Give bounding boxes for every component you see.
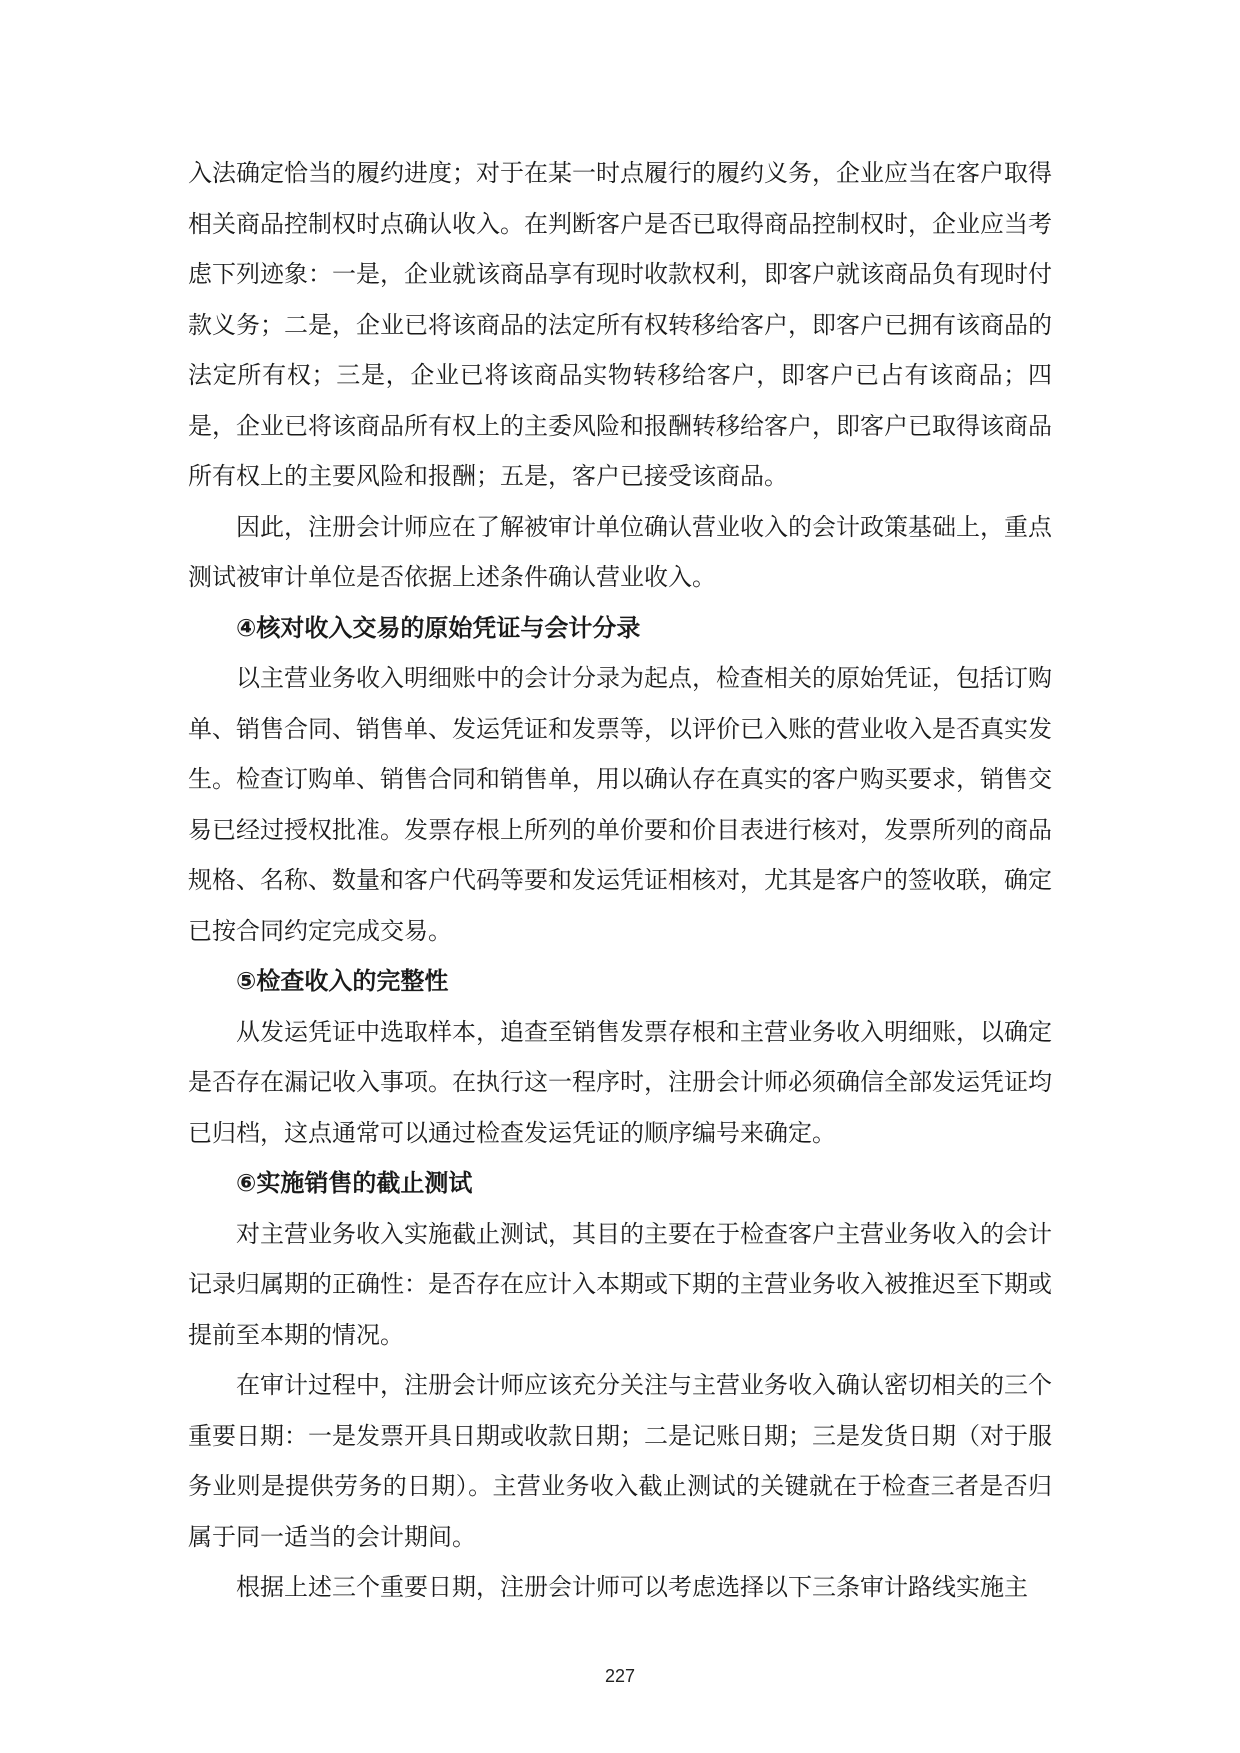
paragraph-performance-obligation: 入法确定恰当的履约进度；对于在某一时点履行的履约义务，企业应当在客户取得相关商品控制权时点确认收入。在判断客户是否已取得商品控制权时，企业应当考虑下列迹象：一是，企业就该商品享有现时收款权利，即客户就该商品负有现时付款义务；二是，企业已将该商品的法定所有权转移给客户，即客户已拥有该商品的法定所有权；三是，企业已将该商品实物转移给客户，即客户已占有该商品；四是，企业已将该商品所有权上的主委风险和报酬转移给客户，即客户已取得该商品所有权上的主要风险和报酬；五是，客户已接受该商品。: [188, 159, 1052, 490]
paragraph-voucher-check: 以主营业务收入明细账中的会计分录为起点，检查相关的原始凭证，包括订购单、销售合同、销售单、发运凭证和发票等，以评价已入账的营业收入是否真实发生。检查订购单、销售合同和销售单，用以确认存在真实的客户购买要求，销售交易已经过授权批准。发票存根上所列的单价要和价目表进行核对，发票所列的商品规格、名称、数量和客户代码等要和发运凭证相核对，尤其是客户的签收联，确定已按合同约定完成交易。: [188, 664, 1052, 945]
section-heading-5: ⑤检查收入的完整性: [236, 967, 449, 995]
paragraph-audit-routes: 根据上述三个重要日期，注册会计师可以考虑选择以下三条审计路线实施主: [236, 1573, 1028, 1601]
paragraph-test-conditions: 因此，注册会计师应在了解被审计单位确认营业收入的会计政策基础上，重点测试被审计单位是否依据上述条件确认营业收入。: [188, 512, 1052, 591]
section-heading-4: ④核对收入交易的原始凭证与会计分录: [236, 613, 641, 642]
paragraph-three-dates: 在审计过程中，注册会计师应该充分关注与主营业务收入确认密切相关的三个重要日期：一是发票开具日期或收款日期；二是记账日期；三是发货日期（对于服务业则是提供劳务的日期）。主营业务收入截止测试的关键就在于检查三者是否归属于同一适当的会计期间。: [188, 1371, 1052, 1551]
page-number: 227: [604, 1666, 636, 1686]
paragraph-completeness: 从发运凭证中选取样本，追查至销售发票存根和主营业务收入明细账，以确定是否存在漏记收入事项。在执行这一程序时，注册会计师必须确信全部发运凭证均已归档，这点通常可以通过检查发运凭证的顺序编号来确定。: [188, 1017, 1052, 1147]
paragraph-cutoff-purpose: 对主营业务收入实施截止测试，其目的主要在于检查客户主营业务收入的会计记录归属期的正确性：是否存在应计入本期或下期的主营业务收入被推迟至下期或提前至本期的情况。: [188, 1219, 1052, 1349]
section-heading-6: ⑥实施销售的截止测试: [236, 1169, 473, 1197]
document-body: [188, 148, 1052, 1613]
